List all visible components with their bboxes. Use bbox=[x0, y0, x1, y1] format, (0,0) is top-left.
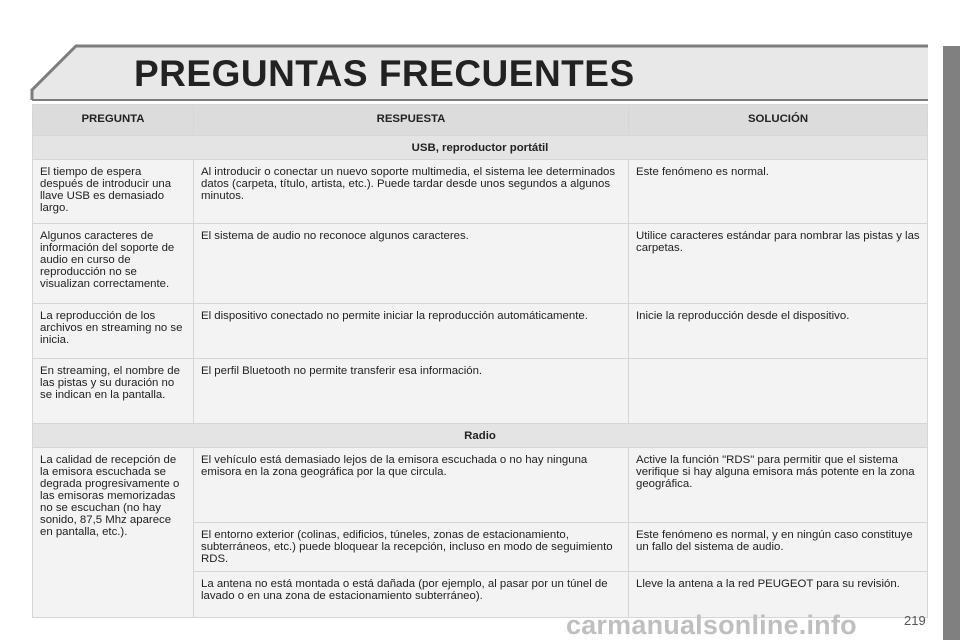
cell-respuesta: El sistema de audio no reconoce algunos caracteres. bbox=[194, 224, 629, 304]
cell-solucion: Lleve la antena a la red PEUGEOT para su revisión. bbox=[629, 572, 928, 618]
table-row bbox=[33, 304, 928, 359]
cell-solucion: Este fenómeno es normal, y en ningún caso constituye un fallo del sistema de audio. bbox=[629, 523, 928, 572]
faq-table bbox=[32, 104, 928, 618]
cell-respuesta: El perfil Bluetooth no permite transferir esa información. bbox=[194, 359, 629, 424]
header-respuesta: RESPUESTA bbox=[194, 105, 629, 136]
cell-pregunta: La reproducción de los archivos en streaming no se inicia. bbox=[33, 304, 194, 359]
cell-solucion: Active la función "RDS" para permitir que el sistema verifique si hay alguna emisora más potente en la zona geográfica. bbox=[629, 448, 928, 523]
section-title-usb: USB, reproductor portátil bbox=[33, 136, 928, 160]
section-row bbox=[33, 424, 928, 448]
cell-respuesta: Al introducir o conectar un nuevo soporte multimedia, el sistema lee determinados datos (carpeta, título, artista, etc.). Puede tardar desde unos segundos a algunos minutos. bbox=[194, 160, 629, 224]
page-title: PREGUNTAS FRECUENTES bbox=[134, 53, 635, 94]
watermark: carmanualsonline.info bbox=[566, 610, 857, 640]
table-row bbox=[33, 224, 928, 304]
table-header-row bbox=[33, 105, 928, 136]
cell-pregunta: En streaming, el nombre de las pistas y su duración no se indican en la pantalla. bbox=[33, 359, 194, 424]
cell-respuesta: El dispositivo conectado no permite iniciar la reproducción automáticamente. bbox=[194, 304, 629, 359]
header-solucion: SOLUCIÓN bbox=[629, 105, 928, 136]
cell-respuesta: La antena no está montada o está dañada (por ejemplo, al pasar por un túnel de lavado o en una zona de estacionamiento subterráneo). bbox=[194, 572, 629, 618]
cell-solucion: Este fenómeno es normal. bbox=[629, 160, 928, 224]
table-row bbox=[33, 448, 928, 523]
cell-solucion bbox=[629, 359, 928, 424]
table-row bbox=[33, 359, 928, 424]
section-row bbox=[33, 136, 928, 160]
cell-respuesta: El vehículo está demasiado lejos de la emisora escuchada o no hay ninguna emisora en la zona geográfica por la que circula. bbox=[194, 448, 629, 523]
header-pregunta: PREGUNTA bbox=[33, 105, 194, 136]
cell-pregunta: El tiempo de espera después de introducir una llave USB es demasiado largo. bbox=[33, 160, 194, 224]
cell-pregunta: La calidad de recepción de la emisora escuchada se degrada progresivamente o las emisoras memorizadas no se escuchan (no hay sonido, 87,5 Mhz aparece en pantalla, etc.). bbox=[33, 448, 194, 618]
cell-pregunta: Algunos caracteres de información del soporte de audio en curso de reproducción no se visualizan correctamente. bbox=[33, 224, 194, 304]
page-number: 219 bbox=[904, 613, 926, 628]
cell-solucion: Inicie la reproducción desde el dispositivo. bbox=[629, 304, 928, 359]
section-title-radio: Radio bbox=[33, 424, 928, 448]
cell-respuesta: El entorno exterior (colinas, edificios, túneles, zonas de estacionamiento, subterráneos, etc.) puede bloquear la recepción, incluso en modo de seguimiento RDS. bbox=[194, 523, 629, 572]
cell-solucion: Utilice caracteres estándar para nombrar las pistas y las carpetas. bbox=[629, 224, 928, 304]
side-tab-bar bbox=[943, 46, 960, 640]
table-row bbox=[33, 160, 928, 224]
